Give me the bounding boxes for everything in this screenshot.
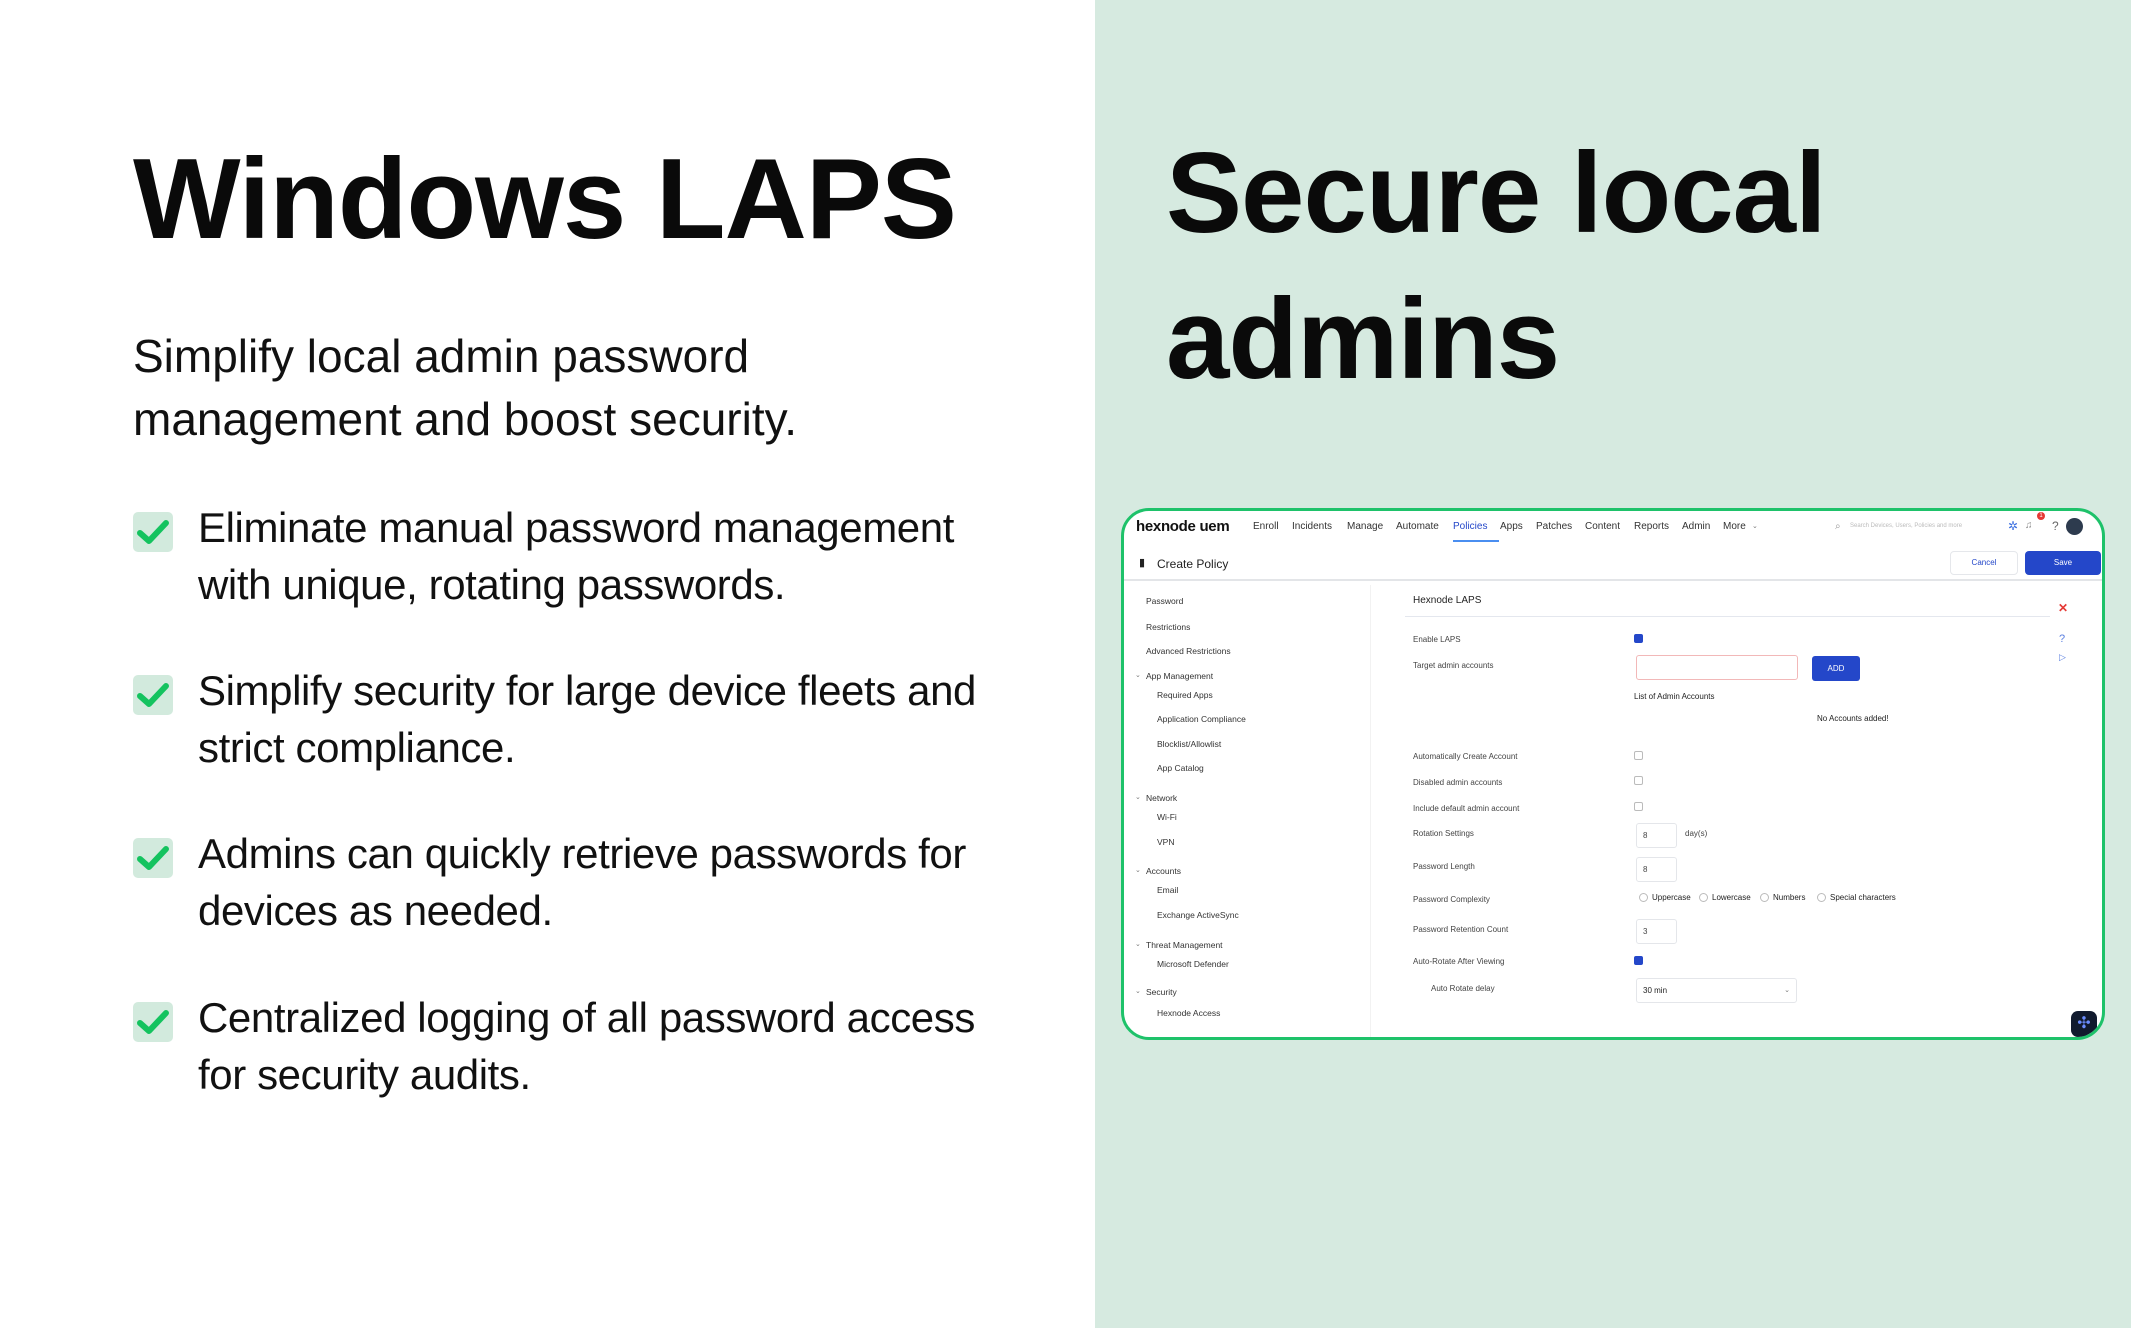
rotation-unit: day(s) [1685,829,1708,838]
label-disabled-admin: Disabled admin accounts [1413,778,1503,787]
sidebar-item[interactable]: Application Compliance [1157,714,1246,724]
sidebar-item[interactable]: Wi-Fi [1157,812,1177,822]
check-icon [133,838,173,878]
notification-badge: 1 [2037,512,2045,520]
chevron-down-icon[interactable]: ⌄ [1135,794,1141,801]
nav-more[interactable]: More [1723,521,1746,532]
help-icon[interactable]: ? [2052,519,2059,533]
nav-apps[interactable]: Apps [1500,521,1523,532]
bell-icon[interactable]: ♫ [2025,520,2033,531]
complexity-3-checkbox[interactable] [1817,893,1826,902]
page-title: Windows LAPS [133,136,956,263]
close-icon[interactable]: ✕ [2058,601,2069,615]
nav-patches[interactable]: Patches [1536,521,1573,532]
complexity-2-checkbox[interactable] [1760,893,1769,902]
sidebar-item[interactable]: Password [1146,596,1184,606]
nav-enroll[interactable]: Enroll [1253,521,1279,532]
password-length-value: 8 [1643,865,1648,874]
sidebar-group[interactable]: Threat Management [1146,940,1223,950]
subtitle-line: Simplify local admin password [133,330,750,382]
nav-incidents[interactable]: Incidents [1292,521,1333,532]
label-enable-laps: Enable LAPS [1413,635,1461,644]
rotation-value: 8 [1643,831,1648,840]
sidebar-item[interactable]: Email [1157,885,1179,895]
complexity-option: Lowercase [1712,893,1751,902]
sidebar-item[interactable]: Advanced Restrictions [1146,646,1231,656]
label-password-complexity: Password Complexity [1413,895,1490,904]
bullet-text: Admins can quickly retrieve passwords for [198,830,966,877]
include-default-checkbox[interactable] [1634,802,1643,811]
right-heading-line: admins [1166,276,1560,403]
bullet-text: with unique, rotating passwords. [198,561,786,608]
label-auto-create: Automatically Create Account [1413,752,1518,761]
chevron-down-icon[interactable]: ⌄ [1135,988,1141,995]
auto-create-checkbox[interactable] [1634,751,1643,760]
create-policy-title: Create Policy [1157,557,1229,571]
sidebar-group[interactable]: Security [1146,987,1177,997]
sidebar-item[interactable]: App Catalog [1157,763,1204,773]
avatar[interactable] [2066,518,2083,535]
document-icon: ▮ [1139,557,1146,569]
nav-policies[interactable]: Policies [1453,521,1488,532]
chevron-down-icon: ⌄ [1784,987,1790,994]
check-icon [133,1002,173,1042]
bullet-text: Eliminate manual password management [198,504,954,551]
nav-content[interactable]: Content [1585,521,1621,532]
label-auto-rotate: Auto-Rotate After Viewing [1413,957,1505,966]
play-icon[interactable]: ▷ [2059,652,2066,662]
enable-laps-checkbox[interactable] [1634,634,1643,643]
app-screenshot [1121,508,2105,1040]
section-title: Hexnode LAPS [1413,595,1482,606]
no-accounts-message: No Accounts added! [1817,714,1889,723]
sidebar-item[interactable]: VPN [1157,837,1175,847]
retention-input[interactable] [1636,919,1677,944]
sidebar-item[interactable]: Exchange ActiveSync [1157,910,1239,920]
check-icon [133,512,173,552]
apps-icon[interactable]: ✲ [2008,519,2019,533]
save-button[interactable]: Save [2025,551,2101,575]
sidebar-item[interactable]: Required Apps [1157,690,1213,700]
nav-automate[interactable]: Automate [1396,521,1439,532]
auto-rotate-delay-select[interactable] [1636,978,1797,1003]
right-heading-line: Secure local [1166,130,1826,257]
section-divider [1405,616,2050,617]
add-button[interactable]: ADD [1812,656,1860,681]
chevron-down-icon[interactable]: ⌄ [1135,672,1141,679]
delay-value: 30 min [1643,986,1668,995]
sidebar-item[interactable]: Hexnode Access [1157,1008,1221,1018]
password-length-input[interactable] [1636,857,1677,882]
chevron-down-icon[interactable]: ⌄ [1135,941,1141,948]
rotation-input[interactable] [1636,823,1677,848]
bullet-text: devices as needed. [198,887,553,934]
header-divider [1124,579,2105,581]
complexity-option: Numbers [1773,893,1806,902]
check-icon [133,675,173,715]
disabled-admin-checkbox[interactable] [1634,776,1643,785]
subtitle-line: management and boost security. [133,393,797,445]
sidebar-group[interactable]: Accounts [1146,866,1181,876]
chevron-down-icon[interactable]: ⌄ [1135,867,1141,874]
assistant-icon[interactable]: ✣ [2071,1011,2097,1037]
nav-manage[interactable]: Manage [1347,521,1384,532]
sidebar-divider [1370,585,1371,1040]
bullet-text: for security audits. [198,1051,531,1098]
sidebar-item[interactable]: Blocklist/Allowlist [1157,739,1222,749]
retention-value: 3 [1643,927,1648,936]
admin-list-title: List of Admin Accounts [1634,692,1715,701]
complexity-option: Uppercase [1652,893,1691,902]
nav-reports[interactable]: Reports [1634,521,1670,532]
search-icon[interactable]: ⌕ [1835,521,1841,532]
help-icon[interactable]: ? [2059,633,2066,645]
complexity-0-checkbox[interactable] [1639,893,1648,902]
sidebar-group[interactable]: App Management [1146,671,1214,681]
active-nav-underline [1453,540,1499,542]
complexity-1-checkbox[interactable] [1699,893,1708,902]
label-target-admin: Target admin accounts [1413,661,1494,670]
chevron-down-icon: ⌄ [1752,523,1758,530]
cancel-button[interactable]: Cancel [1950,551,2018,575]
bullet-text: Centralized logging of all password access [198,994,975,1041]
sidebar-item[interactable]: Microsoft Defender [1157,959,1229,969]
label-auto-rotate-delay: Auto Rotate delay [1431,984,1495,993]
label-rotation: Rotation Settings [1413,829,1474,838]
hexnode-logo: hexnode uem [1136,518,1230,535]
search-input[interactable]: Search Devices, Users, Policies and more [1850,523,1963,529]
target-admin-input[interactable] [1636,655,1798,680]
label-retention: Password Retention Count [1413,925,1509,934]
bullet-text: Simplify security for large device fleets and [198,667,977,714]
bullet-text: strict compliance. [198,724,516,771]
label-include-default: Include default admin account [1413,804,1520,813]
sidebar-item[interactable]: Restrictions [1146,622,1191,632]
nav-admin[interactable]: Admin [1682,521,1711,532]
sidebar-group[interactable]: Network [1146,793,1178,803]
auto-rotate-checkbox[interactable] [1634,956,1643,965]
complexity-option: Special characters [1830,893,1896,902]
label-password-length: Password Length [1413,862,1475,871]
